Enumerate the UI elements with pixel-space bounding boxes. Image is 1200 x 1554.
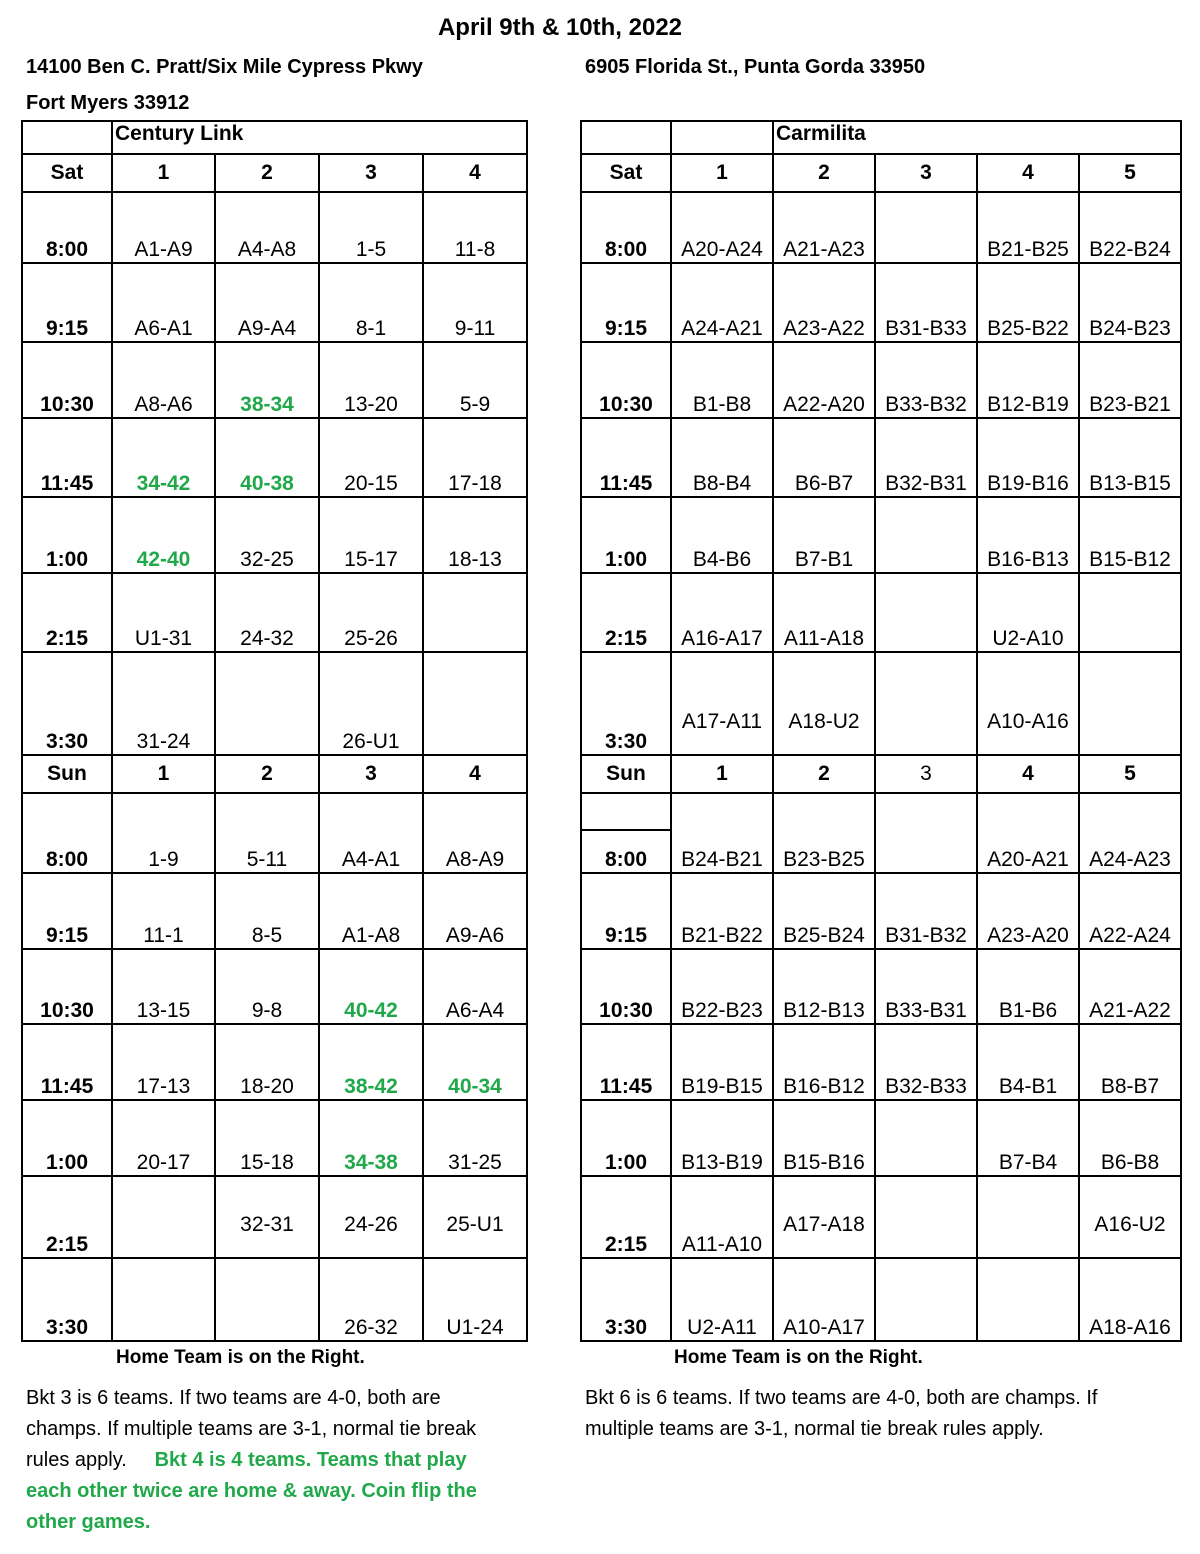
game-cell: 17-18: [423, 418, 527, 497]
game-cell: [423, 652, 527, 755]
game-cell: [112, 1176, 215, 1258]
game-cell: 8-1: [319, 263, 423, 342]
time-slot: 10:30: [581, 342, 671, 418]
time-slot: 11:45: [581, 418, 671, 497]
game-cell: B21-B22: [671, 873, 773, 949]
game-cell: 26-U1: [319, 652, 423, 755]
game-cell: A4-A1: [319, 793, 423, 873]
field-number: 3: [319, 755, 423, 793]
game-cell: A17-A11: [671, 652, 773, 755]
game-cell: A8-A6: [112, 342, 215, 418]
field-number: 5: [1079, 755, 1181, 793]
day-label: Sun: [22, 755, 112, 793]
game-cell: 1-5: [319, 192, 423, 263]
game-cell-highlighted: 34-42: [112, 418, 215, 497]
game-cell: A10-A17: [773, 1258, 875, 1341]
field-number: 1: [112, 154, 215, 192]
game-cell: A18-U2: [773, 652, 875, 755]
corner-cell: [581, 121, 671, 154]
game-cell: B16-B13: [977, 497, 1079, 573]
game-cell: 32-31: [215, 1176, 319, 1258]
game-cell: A24-A21: [671, 263, 773, 342]
time-slot: 8:00: [22, 192, 112, 263]
game-cell: A16-U2: [1079, 1176, 1181, 1258]
field-number: 2: [215, 755, 319, 793]
time-slot: 2:15: [581, 573, 671, 652]
game-cell: 20-15: [319, 418, 423, 497]
game-cell: 13-15: [112, 949, 215, 1024]
time-slot: 8:00: [581, 192, 671, 263]
game-cell: B4-B1: [977, 1024, 1079, 1100]
game-cell: 15-18: [215, 1100, 319, 1176]
game-cell: U2-A10: [977, 573, 1079, 652]
game-cell: A9-A6: [423, 873, 527, 949]
game-cell-highlighted: 40-34: [423, 1024, 527, 1100]
field-number: 4: [977, 154, 1079, 192]
game-cell: [875, 793, 977, 873]
game-cell: B22-B24: [1079, 192, 1181, 263]
game-cell: [875, 1100, 977, 1176]
time-slot: 1:00: [22, 1100, 112, 1176]
game-cell: 11-1: [112, 873, 215, 949]
time-slot: 10:30: [581, 949, 671, 1024]
field-number: 1: [671, 154, 773, 192]
game-cell: A22-A20: [773, 342, 875, 418]
game-cell: B15-B16: [773, 1100, 875, 1176]
game-cell: A9-A4: [215, 263, 319, 342]
field-number: 2: [215, 154, 319, 192]
game-cell-highlighted: 40-42: [319, 949, 423, 1024]
game-cell: 9-8: [215, 949, 319, 1024]
game-cell: [977, 1258, 1079, 1341]
time-slot: 3:30: [22, 652, 112, 755]
game-cell: B13-B19: [671, 1100, 773, 1176]
game-cell: A20-A21: [977, 793, 1079, 873]
game-cell: B8-B7: [1079, 1024, 1181, 1100]
game-cell: A17-A18: [773, 1176, 875, 1258]
game-cell: A23-A22: [773, 263, 875, 342]
game-cell: [875, 497, 977, 573]
game-cell: B8-B4: [671, 418, 773, 497]
time-slot: 3:30: [581, 1258, 671, 1341]
venue-name: Carmilita: [773, 121, 1181, 154]
game-cell: A1-A8: [319, 873, 423, 949]
game-cell: B32-B33: [875, 1024, 977, 1100]
left-bracket-note-text: Bkt 3 is 6 teams. If two teams are 4-0, both are champs. If multiple teams are 3-1, normal tie break rules apply.: [26, 1387, 477, 1471]
right-address: 6905 Florida St., Punta Gorda 33950: [585, 56, 926, 78]
time-slot: 9:15: [22, 873, 112, 949]
game-cell: A24-A23: [1079, 793, 1181, 873]
game-cell: 11-8: [423, 192, 527, 263]
page-title: April 9th & 10th, 2022: [437, 14, 683, 41]
time-slot: 9:15: [22, 263, 112, 342]
game-cell: B16-B12: [773, 1024, 875, 1100]
game-cell: A21-A22: [1079, 949, 1181, 1024]
time-slot: 11:45: [581, 1024, 671, 1100]
game-cell: B7-B4: [977, 1100, 1079, 1176]
split-rule: [582, 829, 670, 831]
game-cell: A6-A1: [112, 263, 215, 342]
field-number: 4: [977, 755, 1079, 793]
left-address-line2: Fort Myers 33912: [26, 92, 190, 114]
game-cell: 26-32: [319, 1258, 423, 1341]
game-cell: 32-25: [215, 497, 319, 573]
game-cell: B32-B31: [875, 418, 977, 497]
game-cell: 8-5: [215, 873, 319, 949]
field-number: 1: [671, 755, 773, 793]
time-slot: 1:00: [581, 497, 671, 573]
game-cell: B31-B32: [875, 873, 977, 949]
game-cell: B22-B23: [671, 949, 773, 1024]
game-cell: B1-B6: [977, 949, 1079, 1024]
game-cell: A23-A20: [977, 873, 1079, 949]
game-cell: 24-26: [319, 1176, 423, 1258]
game-cell: A10-A16: [977, 652, 1079, 755]
game-cell: A18-A16: [1079, 1258, 1181, 1341]
day-label: Sun: [581, 755, 671, 793]
game-cell: A8-A9: [423, 793, 527, 873]
left-bracket-note: [26, 1383, 506, 1538]
game-cell: B21-B25: [977, 192, 1079, 263]
game-cell-highlighted: 34-38: [319, 1100, 423, 1176]
right-schedule-table: [580, 120, 1182, 1342]
field-number: 3: [875, 755, 977, 793]
game-cell: 13-20: [319, 342, 423, 418]
left-bracket-note-highlight: Bkt 4 is 4 teams. Teams that play each other twice are home & away. Coin flip the other games.: [26, 1449, 477, 1533]
time-slot: 1:00: [22, 497, 112, 573]
field-number: 2: [773, 154, 875, 192]
right-home-team-note: Home Team is on the Right.: [674, 1347, 923, 1368]
game-cell: 20-17: [112, 1100, 215, 1176]
game-cell: A20-A24: [671, 192, 773, 263]
field-number: 5: [1079, 154, 1181, 192]
time-slot: 11:45: [22, 418, 112, 497]
game-cell-highlighted: 40-38: [215, 418, 319, 497]
game-cell: 5-9: [423, 342, 527, 418]
day-label: Sat: [581, 154, 671, 192]
time-slot: 10:30: [22, 342, 112, 418]
game-cell: 15-17: [319, 497, 423, 573]
game-cell: 18-20: [215, 1024, 319, 1100]
game-cell: 25-26: [319, 573, 423, 652]
game-cell: B15-B12: [1079, 497, 1181, 573]
time-slot: [581, 793, 671, 873]
game-cell: [215, 1258, 319, 1341]
game-cell: U1-24: [423, 1258, 527, 1341]
blank-header-cell: [671, 121, 773, 154]
game-cell: [875, 652, 977, 755]
game-cell: 31-24: [112, 652, 215, 755]
time-slot: 8:00: [22, 793, 112, 873]
game-cell: [875, 573, 977, 652]
time-slot: 3:30: [581, 652, 671, 755]
game-cell: 5-11: [215, 793, 319, 873]
field-number: 1: [112, 755, 215, 793]
game-cell: B19-B15: [671, 1024, 773, 1100]
game-cell: B19-B16: [977, 418, 1079, 497]
corner-cell: [22, 121, 112, 154]
game-cell: 24-32: [215, 573, 319, 652]
game-cell: A16-A17: [671, 573, 773, 652]
game-cell: 18-13: [423, 497, 527, 573]
left-schedule-table: [21, 120, 528, 1342]
game-cell: 25-U1: [423, 1176, 527, 1258]
game-cell: 31-25: [423, 1100, 527, 1176]
time-slot: 2:15: [581, 1176, 671, 1258]
game-cell: [875, 192, 977, 263]
game-cell-highlighted: 38-42: [319, 1024, 423, 1100]
time-slot: 9:15: [581, 873, 671, 949]
time-slot: 2:15: [22, 1176, 112, 1258]
field-number: 4: [423, 755, 527, 793]
field-number: 3: [319, 154, 423, 192]
game-cell: 17-13: [112, 1024, 215, 1100]
game-cell: B4-B6: [671, 497, 773, 573]
game-cell: A1-A9: [112, 192, 215, 263]
game-cell: B12-B19: [977, 342, 1079, 418]
game-cell: [1079, 652, 1181, 755]
game-cell: B33-B31: [875, 949, 977, 1024]
time-slot: 2:15: [22, 573, 112, 652]
right-bracket-note: Bkt 6 is 6 teams. If two teams are 4-0, both are champs. If multiple teams are 3-1, normal tie break rules apply.: [585, 1387, 1098, 1440]
game-cell: [423, 573, 527, 652]
time-slot: 11:45: [22, 1024, 112, 1100]
field-number: 4: [423, 154, 527, 192]
game-cell: A4-A8: [215, 192, 319, 263]
day-label: Sat: [22, 154, 112, 192]
game-cell: [215, 652, 319, 755]
game-cell: B1-B8: [671, 342, 773, 418]
game-cell: B31-B33: [875, 263, 977, 342]
game-cell: A11-A18: [773, 573, 875, 652]
game-cell: B23-B21: [1079, 342, 1181, 418]
game-cell: U1-31: [112, 573, 215, 652]
venue-name: Century Link: [112, 121, 527, 154]
time-slot: 9:15: [581, 263, 671, 342]
game-cell: B24-B23: [1079, 263, 1181, 342]
game-cell: A22-A24: [1079, 873, 1181, 949]
game-cell: B6-B8: [1079, 1100, 1181, 1176]
game-cell: [875, 1176, 977, 1258]
game-cell: B13-B15: [1079, 418, 1181, 497]
game-cell: [977, 1176, 1079, 1258]
game-cell: B23-B25: [773, 793, 875, 873]
time-slot: 3:30: [22, 1258, 112, 1341]
game-cell: B12-B13: [773, 949, 875, 1024]
game-cell: [112, 1258, 215, 1341]
game-cell: [875, 1258, 977, 1341]
field-number: 2: [773, 755, 875, 793]
time-slot-label: 8:00: [604, 848, 648, 871]
game-cell: U2-A11: [671, 1258, 773, 1341]
game-cell: 9-11: [423, 263, 527, 342]
time-slot: 1:00: [581, 1100, 671, 1176]
left-address-line1: 14100 Ben C. Pratt/Six Mile Cypress Pkwy: [26, 56, 423, 78]
game-cell: [1079, 573, 1181, 652]
game-cell: B7-B1: [773, 497, 875, 573]
game-cell: B25-B22: [977, 263, 1079, 342]
game-cell: B6-B7: [773, 418, 875, 497]
game-cell: 1-9: [112, 793, 215, 873]
field-number: 3: [875, 154, 977, 192]
game-cell-highlighted: 42-40: [112, 497, 215, 573]
left-home-team-note: Home Team is on the Right.: [116, 1347, 365, 1368]
game-cell: B33-B32: [875, 342, 977, 418]
game-cell-highlighted: 38-34: [215, 342, 319, 418]
game-cell: B24-B21: [671, 793, 773, 873]
game-cell: A6-A4: [423, 949, 527, 1024]
game-cell: A21-A23: [773, 192, 875, 263]
time-slot: 10:30: [22, 949, 112, 1024]
game-cell: A11-A10: [671, 1176, 773, 1258]
game-cell: B25-B24: [773, 873, 875, 949]
